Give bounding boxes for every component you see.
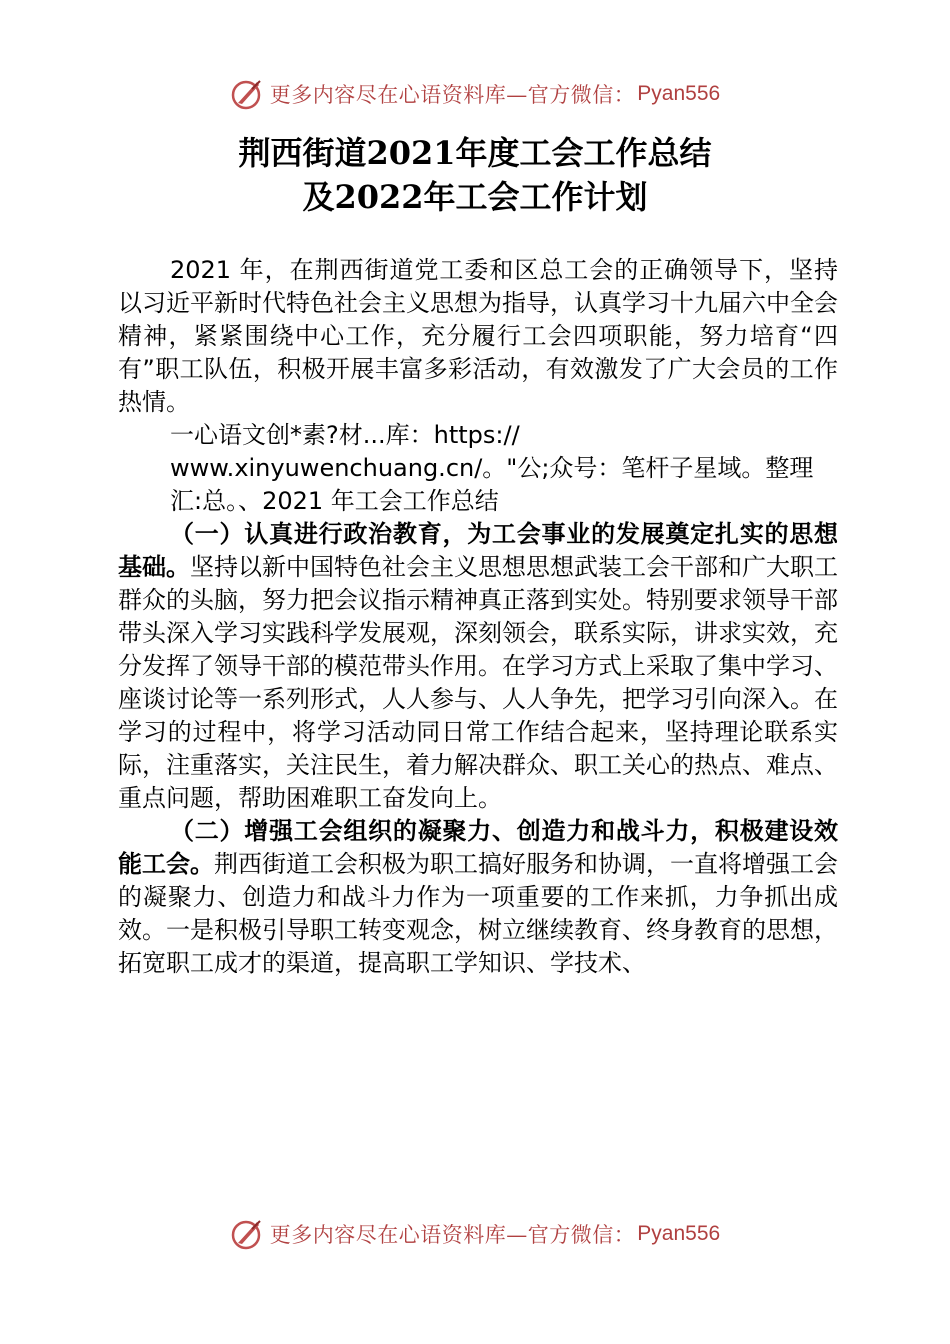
document-body <box>118 254 838 980</box>
section-2-paragraph <box>118 815 838 980</box>
section-1-body: 坚持以新中国特色社会主义思想思想武装工会干部和广大职工群众的头脑，努力把会议指示精神真正落到实处。特别要求领导干部带头深入学习实践科学发展观，深刻领会，联系实际，讲求实效，充分发挥了领导干部的模范带头作用。在学习方式上采取了集中学习、座谈讨论等一系列形式，人人参与、人人争先，把学习引向深入。在学习的过程中，将学习活动同日常工作结合起来，坚持理论联系实际，注重落实，关注民生，着力解决群众、职工关心的热点、难点、重点问题，帮助困难职工奋发向上。 <box>118 553 838 812</box>
intro-paragraph: 2021 年，在荆西街道党工委和区总工会的正确领导下，坚持以习近平新时代特色社会主义思想为指导，认真学习十九届六中全会精神，紧紧围绕中心工作，充分履行工会四项职能，努力培育“四有”职工队伍，积极开展丰富多彩活动，有效激发了广大会员的工作热情。 <box>118 256 838 416</box>
source-line-2: www.xinyuwenchuang.cn/。"公;众号：笔杆子星域。整理 <box>170 454 814 482</box>
section-2-body: 荆西街道工会积极为职工搞好服务和协调，一直将增强工会的凝聚力、创造力和战斗力作为一项重要的工作来抓，力争抓出成效。一是积极引导职工转变观念，树立继续教育、终身教育的思想，拓宽职工成才的渠道，提高职工学知识、学技术、 <box>118 850 838 977</box>
watermark-banner-top <box>0 72 950 116</box>
watermark-text: 更多内容尽在心语资料库—官方微信： <box>269 83 636 107</box>
section-2-heading: （二）增强工会组织的凝聚力、创造力和战斗力，积极建设效能工会。 <box>118 817 838 878</box>
watermark-id: Pyan556 <box>637 82 721 105</box>
section-1-heading: （一）认真进行政治教育，为工会事业的发展奠定扎实的思想基础。 <box>118 520 838 581</box>
watermark-text: 更多内容尽在心语资料库—官方微信： <box>269 1223 636 1247</box>
quill-logo-icon <box>230 1217 264 1251</box>
section-1-paragraph <box>118 518 838 815</box>
source-line-1: 一心语文创*素?材...库：https:// <box>170 421 520 449</box>
source-line-3: 汇:总。、2021 年工会工作总结 <box>170 487 499 515</box>
watermark-id: Pyan556 <box>637 1222 721 1245</box>
document-title-line2: 及2022年工会工作计划 <box>302 178 648 216</box>
watermark-banner-bottom <box>0 1212 950 1256</box>
document-title-line1: 荆西街道2021年度工会工作总结 <box>238 134 712 172</box>
quill-logo-icon <box>230 77 264 111</box>
